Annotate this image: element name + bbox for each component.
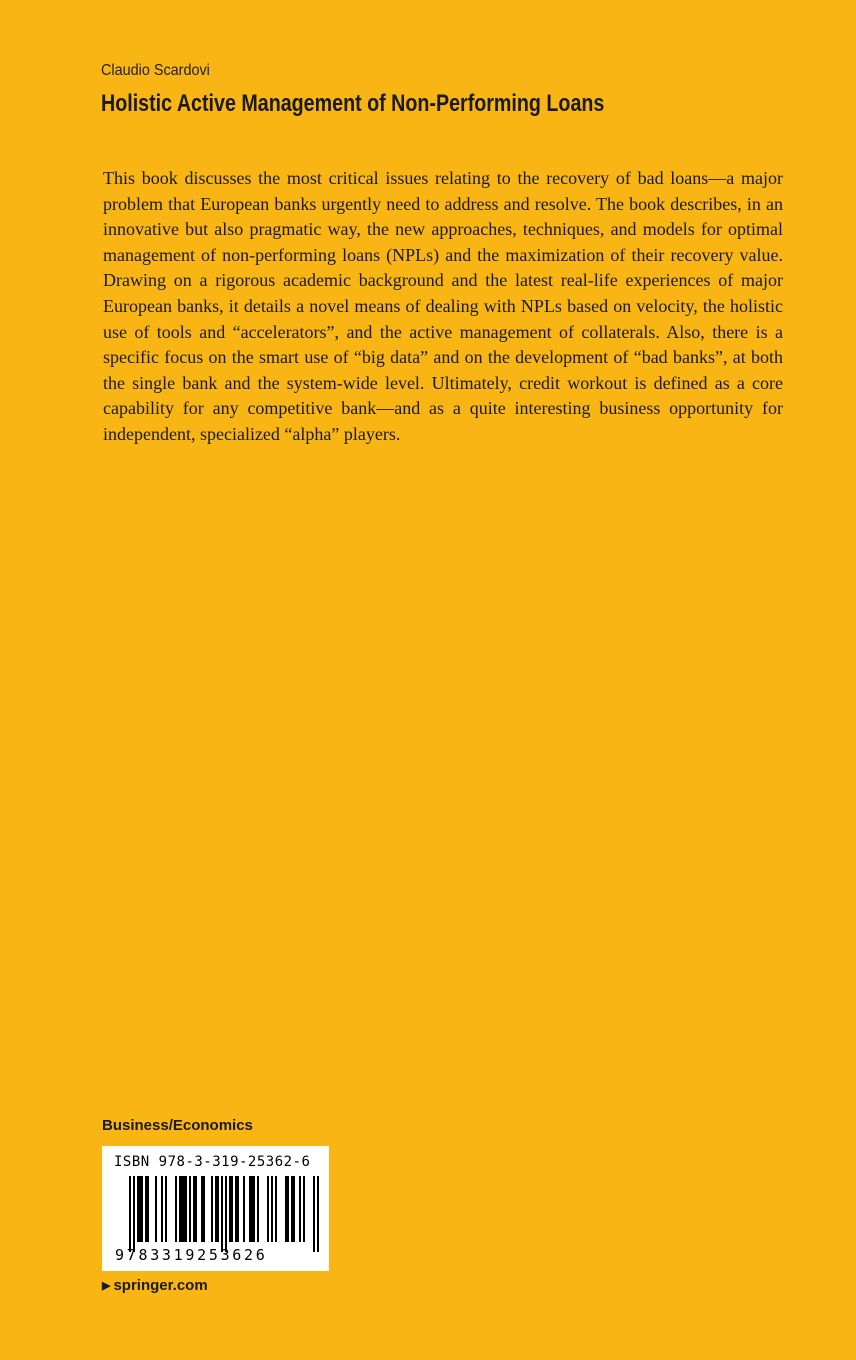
barcode-bar [299,1176,301,1242]
barcode-bar [221,1176,223,1252]
barcode-bar [293,1176,295,1242]
arrow-right-icon: ▶ [102,1280,111,1292]
barcode-bar [313,1176,315,1252]
barcode-bar [183,1176,185,1242]
barcode-bar [193,1176,195,1242]
barcode-bar [231,1176,233,1242]
barcode-bar [211,1176,213,1242]
barcode-bar [137,1176,139,1242]
barcode-bar [237,1176,239,1242]
barcode-bar [249,1176,251,1242]
barcode-bar [141,1176,143,1242]
barcode-bar [201,1176,203,1242]
barcode-bar [175,1176,177,1242]
author-name: Claudio Scardovi [101,62,210,79]
barcode-bar [287,1176,289,1242]
barcode-bar [317,1176,319,1252]
barcode-bar [185,1176,187,1242]
barcode-bar [155,1176,157,1242]
barcode-bar [189,1176,191,1242]
isbn-barcode [102,1146,329,1271]
barcode-bar [267,1176,269,1242]
barcode-bar [195,1176,197,1242]
barcode-bar [179,1176,181,1242]
barcode-bar [225,1176,227,1252]
barcode-bar [129,1176,131,1252]
barcode-bar [165,1176,167,1242]
publisher-website-text: springer.com [113,1277,208,1294]
barcode-bar [271,1176,273,1242]
barcode-bar [181,1176,183,1242]
ean-digits: 9783319253626 [115,1246,268,1264]
barcode-bar [251,1176,253,1242]
barcode-bar [253,1176,255,1242]
barcode-bar [275,1176,277,1242]
subject-category: Business/Economics [102,1117,253,1134]
barcode-bar [145,1176,147,1242]
barcode-bar [235,1176,237,1242]
barcode-bar [161,1176,163,1242]
publisher-website [102,1277,208,1294]
isbn-label: ISBN 978-3-319-25362-6 [114,1154,311,1170]
barcode-bar [133,1176,135,1252]
barcode-bar [285,1176,287,1242]
barcode-bar [139,1176,141,1242]
book-title: Holistic Active Management of Non-Performing Loans [101,90,605,117]
barcode-bar [203,1176,205,1242]
barcode-bar [215,1176,217,1242]
barcode-bar [303,1176,305,1242]
barcode-bar [217,1176,219,1242]
barcode-bar [229,1176,231,1242]
barcode-bar [147,1176,149,1242]
book-description: This book discusses the most critical issues relating to the recovery of bad loans—a major problem that European banks urgently need to address and resolve. The book describes, in an innovative but also pragmatic way, the new approaches, techniques, and models for optimal management of non-performing loans (NPLs) and the maximization of their recovery value. Drawing on a rigorous academic background and the latest real-life experiences of major European banks, it details a novel means of dealing with NPLs based on velocity, the holistic use of tools and “accelerators”, and the active management of collaterals. Also, there is a specific focus on the smart use of “big data” and on the development of “bad banks”, at both the single bank and the system-wide level. Ultimately, credit workout is defined as a core capability for any competitive bank—and as a quite interesting business opportunity for independent, specialized “alpha” players. [103,168,783,444]
barcode-bar [291,1176,293,1242]
barcode-bar [243,1176,245,1242]
barcode-bar [257,1176,259,1242]
